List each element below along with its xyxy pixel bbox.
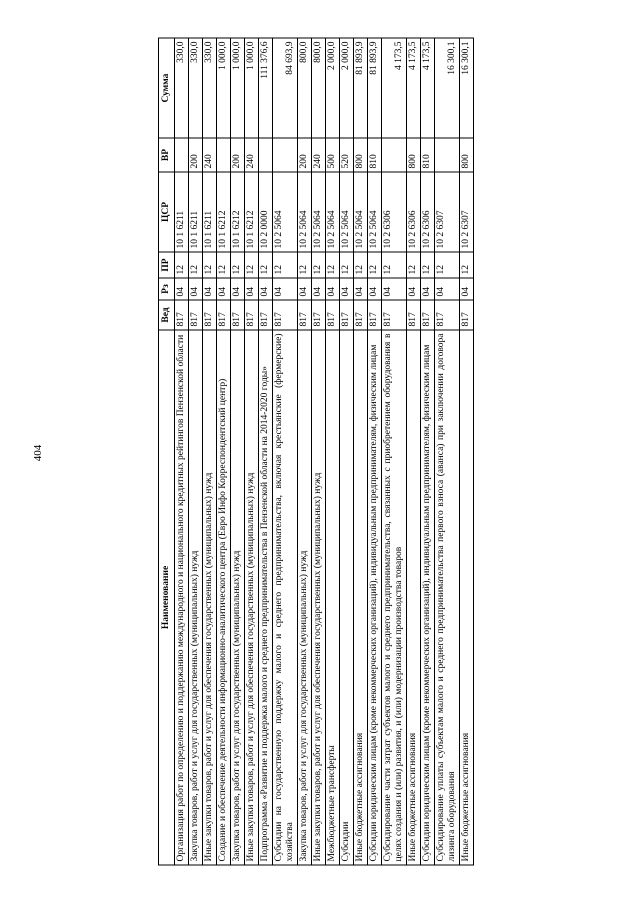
cell-ved: 817 — [407, 300, 421, 330]
table-row — [312, 38, 326, 865]
header-csr: ЦСР — [159, 172, 175, 252]
header-ved: Вед — [159, 300, 175, 330]
cell-rz: 04 — [298, 278, 312, 300]
cell-sum: 2 000,0 — [340, 38, 354, 138]
cell-ved: 817 — [435, 300, 460, 330]
cell-sum: 800,0 — [312, 38, 326, 138]
table-row — [326, 38, 340, 865]
cell-ved: 817 — [259, 300, 273, 330]
cell-rz: 04 — [231, 278, 245, 300]
cell-pr: 12 — [231, 252, 245, 278]
cell-ved: 817 — [460, 300, 474, 330]
cell-vr: 810 — [368, 138, 382, 172]
table-row — [354, 38, 368, 865]
cell-name: Субсидирование части затрат субъектов малого и среднего предпринимательства, связанных с приобретением оборудования в целях создания и (или) развития, и (или) модернизации производства товаров — [382, 330, 407, 865]
cell-rz: 04 — [326, 278, 340, 300]
cell-csr: 10 2 6306 — [421, 172, 435, 252]
cell-vr: 520 — [340, 138, 354, 172]
cell-sum: 1 000,0 — [217, 38, 231, 138]
cell-pr: 12 — [203, 252, 217, 278]
cell-sum: 2 000,0 — [326, 38, 340, 138]
cell-rz: 04 — [368, 278, 382, 300]
table-header-row — [159, 38, 175, 865]
cell-csr: 10 1 6211 — [189, 172, 203, 252]
cell-vr: 800 — [354, 138, 368, 172]
cell-csr: 10 2 0000 — [259, 172, 273, 252]
cell-name: Субсидирование уплаты субъектам малого и среднего предпринимательства первого взноса (аванса) при заключении договора лизинга оборудования — [435, 330, 460, 865]
budget-table — [158, 38, 474, 866]
cell-pr: 12 — [175, 252, 189, 278]
cell-name: Иные закупки товаров, работ и услуг для обеспечения государственных (муниципальных) нужд — [312, 330, 326, 865]
cell-sum: 4 173,5 — [407, 38, 421, 138]
cell-vr — [435, 138, 460, 172]
cell-csr: 10 1 6211 — [175, 172, 189, 252]
table-row — [231, 38, 245, 865]
cell-vr — [273, 138, 298, 172]
cell-ved: 817 — [368, 300, 382, 330]
cell-rz: 04 — [203, 278, 217, 300]
cell-pr: 12 — [460, 252, 474, 278]
cell-rz: 04 — [421, 278, 435, 300]
header-name: Наименование — [159, 330, 175, 865]
cell-ved: 817 — [175, 300, 189, 330]
cell-ved: 817 — [382, 300, 407, 330]
cell-vr: 240 — [312, 138, 326, 172]
table-row — [217, 38, 231, 865]
cell-ved: 817 — [245, 300, 259, 330]
cell-pr: 12 — [259, 252, 273, 278]
cell-csr: 10 2 5064 — [368, 172, 382, 252]
cell-name: Создание и обеспечение деятельности информационно-аналитического центра (Евро Инфо Корреспондентский центр) — [217, 330, 231, 865]
table-row — [259, 38, 273, 865]
cell-csr: 10 1 6212 — [231, 172, 245, 252]
cell-pr: 12 — [217, 252, 231, 278]
cell-vr: 200 — [298, 138, 312, 172]
cell-pr: 12 — [407, 252, 421, 278]
cell-name: Подпрограмма «Развитие и поддержка малого и среднего предпринимательства в Пензенской области на 2014-2020 годы» — [259, 330, 273, 865]
table-row — [407, 38, 421, 865]
cell-rz: 04 — [340, 278, 354, 300]
cell-ved: 817 — [231, 300, 245, 330]
cell-sum: 1 000,0 — [231, 38, 245, 138]
cell-ved: 817 — [354, 300, 368, 330]
cell-sum: 800,0 — [298, 38, 312, 138]
table-row — [189, 38, 203, 865]
cell-rz: 04 — [460, 278, 474, 300]
cell-sum: 16 300,1 — [460, 38, 474, 138]
cell-csr: 10 1 6211 — [203, 172, 217, 252]
cell-ved: 817 — [312, 300, 326, 330]
cell-rz: 04 — [189, 278, 203, 300]
cell-vr: 800 — [407, 138, 421, 172]
table-row — [421, 38, 435, 865]
cell-vr — [217, 138, 231, 172]
cell-vr: 810 — [421, 138, 435, 172]
cell-name: Иные закупки товаров, работ и услуг для обеспечения государственных (муниципальных) нужд — [245, 330, 259, 865]
cell-pr: 12 — [382, 252, 407, 278]
cell-sum: 84 693,9 — [273, 38, 298, 138]
cell-rz: 04 — [245, 278, 259, 300]
cell-sum: 4 173,5 — [421, 38, 435, 138]
cell-ved: 817 — [340, 300, 354, 330]
cell-csr: 10 2 5064 — [273, 172, 298, 252]
cell-csr: 10 2 5064 — [340, 172, 354, 252]
cell-csr: 10 2 5064 — [312, 172, 326, 252]
cell-rz: 04 — [354, 278, 368, 300]
cell-pr: 12 — [326, 252, 340, 278]
table-row — [435, 38, 460, 865]
table-body — [175, 38, 474, 865]
cell-csr: 10 1 6212 — [245, 172, 259, 252]
table-row — [460, 38, 474, 865]
cell-vr — [382, 138, 407, 172]
cell-name: Субсидии на государственную поддержку малого и среднего предпринимательства, включая крестьянские (фермерские) хозяйства — [273, 330, 298, 865]
cell-ved: 817 — [326, 300, 340, 330]
cell-name: Субсидии юридическим лицам (кроме некоммерческих организаций), индивидуальным предпринимателям, физическим лицам — [368, 330, 382, 865]
cell-name: Иные бюджетные ассигнования — [460, 330, 474, 865]
cell-csr: 10 2 6307 — [460, 172, 474, 252]
table-row — [382, 38, 407, 865]
cell-name: Межбюджетные трансферты — [326, 330, 340, 865]
cell-pr: 12 — [189, 252, 203, 278]
cell-rz: 04 — [175, 278, 189, 300]
table-row — [245, 38, 259, 865]
table-row — [298, 38, 312, 865]
cell-csr: 10 2 5064 — [298, 172, 312, 252]
cell-name: Субсидии юридическим лицам (кроме некоммерческих организаций), индивидуальным предпринимателям, физическим лицам — [421, 330, 435, 865]
cell-pr: 12 — [435, 252, 460, 278]
cell-rz: 04 — [217, 278, 231, 300]
cell-sum: 330,0 — [175, 38, 189, 138]
cell-ved: 817 — [298, 300, 312, 330]
cell-pr: 12 — [298, 252, 312, 278]
cell-sum: 111 376,6 — [259, 38, 273, 138]
cell-name: Закупка товаров, работ и услуг для государственных (муниципальных) нужд — [298, 330, 312, 865]
cell-vr: 200 — [189, 138, 203, 172]
cell-pr: 12 — [273, 252, 298, 278]
cell-csr: 10 2 5064 — [326, 172, 340, 252]
cell-sum: 1 000,0 — [245, 38, 259, 138]
cell-vr: 200 — [231, 138, 245, 172]
cell-rz: 04 — [435, 278, 460, 300]
cell-vr: 800 — [460, 138, 474, 172]
cell-pr: 12 — [245, 252, 259, 278]
cell-rz: 04 — [312, 278, 326, 300]
header-sum: Сумма — [159, 38, 175, 138]
cell-ved: 817 — [189, 300, 203, 330]
table-row — [273, 38, 298, 865]
cell-sum: 330,0 — [189, 38, 203, 138]
rotated-budget-table-container — [158, 39, 474, 866]
cell-rz: 04 — [407, 278, 421, 300]
cell-vr — [175, 138, 189, 172]
page-number: 404 — [32, 444, 44, 462]
cell-pr: 12 — [340, 252, 354, 278]
table-row — [175, 38, 189, 865]
header-pr: ПР — [159, 252, 175, 278]
cell-rz: 04 — [382, 278, 407, 300]
cell-vr: 240 — [245, 138, 259, 172]
cell-name: Организация работ по определению и поддержанию международного и национального кредитных рейтингов Пензенской области — [175, 330, 189, 865]
cell-ved: 817 — [273, 300, 298, 330]
header-vr: ВР — [159, 138, 175, 172]
cell-csr: 10 2 6307 — [435, 172, 460, 252]
cell-ved: 817 — [217, 300, 231, 330]
cell-name: Иные бюджетные ассигнования — [407, 330, 421, 865]
cell-name: Субсидии — [340, 330, 354, 865]
cell-vr: 240 — [203, 138, 217, 172]
cell-vr — [259, 138, 273, 172]
cell-csr: 10 2 6306 — [407, 172, 421, 252]
table-row — [203, 38, 217, 865]
cell-csr: 10 2 5064 — [354, 172, 368, 252]
table-row — [340, 38, 354, 865]
cell-rz: 04 — [273, 278, 298, 300]
cell-csr: 10 2 6306 — [382, 172, 407, 252]
cell-name: Закупка товаров, работ и услуг для государственных (муниципальных) нужд — [189, 330, 203, 865]
cell-pr: 12 — [368, 252, 382, 278]
cell-sum: 4 173,5 — [382, 38, 407, 138]
cell-ved: 817 — [203, 300, 217, 330]
cell-name: Иные закупки товаров, работ и услуг для обеспечения государственных (муниципальных) нужд — [203, 330, 217, 865]
cell-rz: 04 — [259, 278, 273, 300]
cell-pr: 12 — [312, 252, 326, 278]
cell-vr: 500 — [326, 138, 340, 172]
cell-pr: 12 — [354, 252, 368, 278]
cell-sum: 16 300,1 — [435, 38, 460, 138]
cell-csr: 10 1 6212 — [217, 172, 231, 252]
cell-name: Закупка товаров, работ и услуг для государственных (муниципальных) нужд — [231, 330, 245, 865]
cell-ved: 817 — [421, 300, 435, 330]
cell-name: Иные бюджетные ассигнования — [354, 330, 368, 865]
cell-sum: 81 893,9 — [354, 38, 368, 138]
cell-sum: 330,0 — [203, 38, 217, 138]
table-row — [368, 38, 382, 865]
cell-sum: 81 893,9 — [368, 38, 382, 138]
header-rz: Рз — [159, 278, 175, 300]
cell-pr: 12 — [421, 252, 435, 278]
